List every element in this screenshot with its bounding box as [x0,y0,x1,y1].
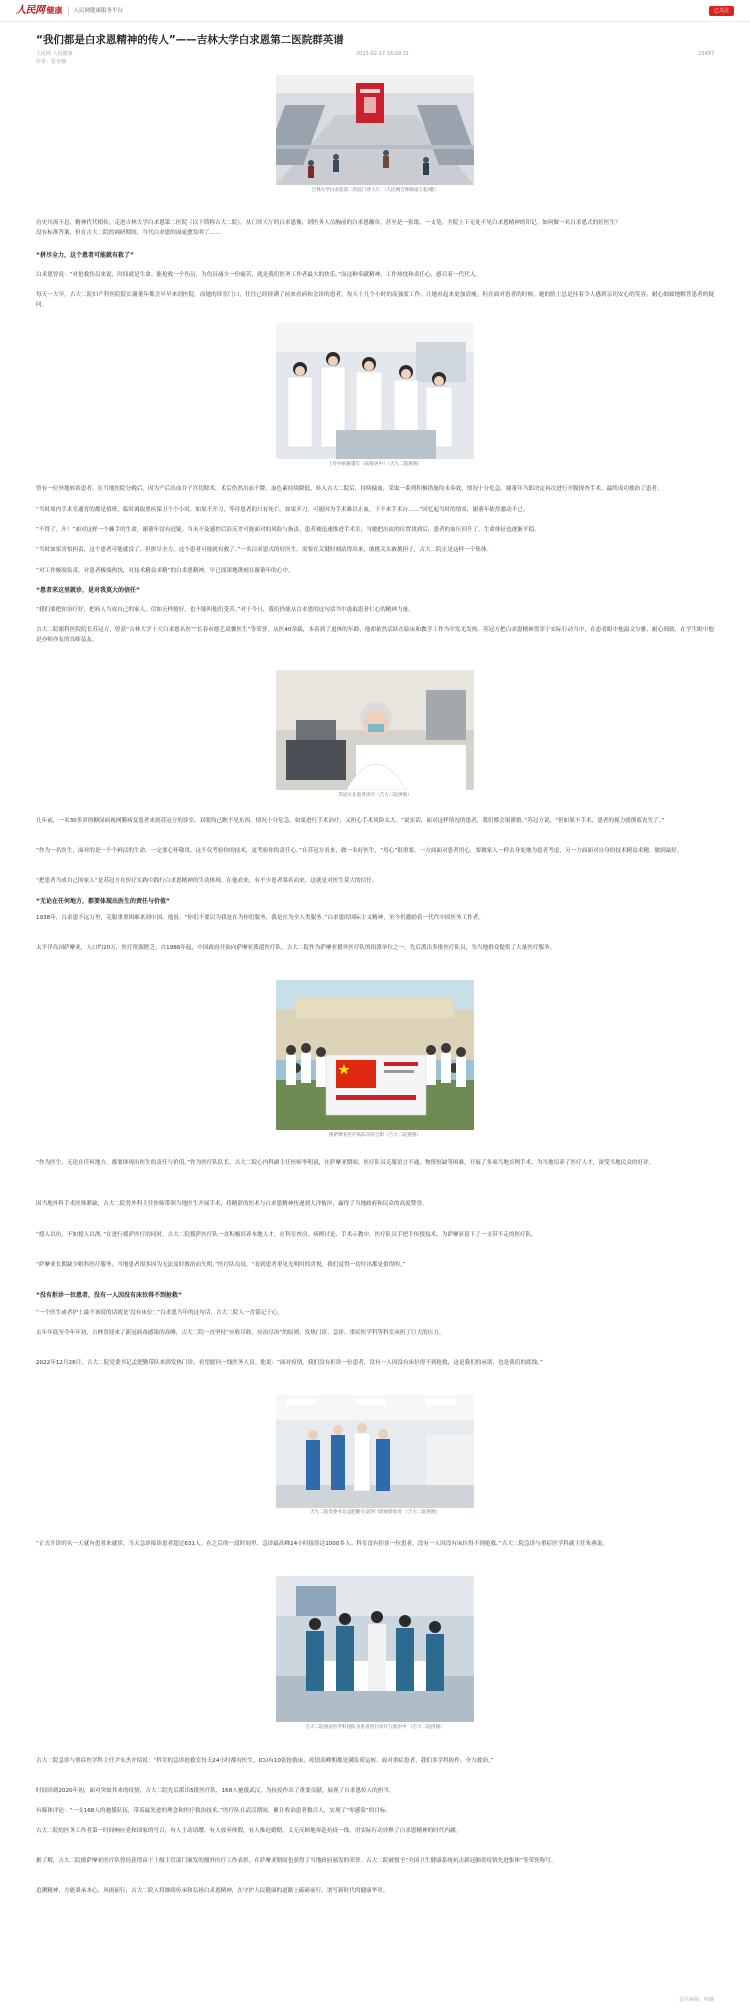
paragraph: 2022年12月26日，吉大二院党委书记孟肥勤带队来到发热门诊，看望慰问一线医务人员。他说：“面对疫情，我们没有拒诊一位患者，没有一人因没有床位得不到抢救，这是我们的承诺，也是我们的底线。” [36,1360,543,1366]
figure-caption: 吉林大学白求恩第二医院门诊大厅 （人民网吉林频道王松/摄） [311,188,439,193]
paragraph: “萨摩亚长期缺少眼科医疗服务，当地患者很多因为无法及时救治而失明。”医疗队员说，“看到患者重见光明时的喜悦，我们觉得一切付出都是值得的。” [36,1262,406,1268]
paragraph: “正式开诊的头一天就有患者来就诊，当天急诊接诊患者超过631人。在之后的一段时间里，急诊最高峰24小时接诊达1000多人。科室没有拒诊一位患者，没有一人因没有床位得不到抢救。”吉大二院急诊与重症医学科副主任朱燕说。 [36,1541,609,1547]
paragraph: 太平洋岛国萨摩亚，人口约20万，医疗资源匮乏。自1986年起，中国政府开始向萨摩亚派遣医疗队。吉大二院作为萨摩亚援外医疗队的组派单位之一，先后派出多批医疗队员，为当地群众提供了大量医疗服务。 [36,945,556,951]
paragraph: 有媒体评论：“一支168人的驰援队伍，带着最先进的理念和医疗救治技术。”医疗队在武汉期间，累计收治患者数百人，实现了“零感染”的目标。 [36,1808,392,1814]
section-heading: “患者来这里就诊，是对我莫大的信任” [36,587,140,594]
icu-team-image [276,1576,474,1722]
paragraph: 历史川流不息，精神代代相传。走进吉林大学白求恩第二医院（以下简称吉大二院），从门诊大厅的白求恩像，到医务人员胸前的白求恩徽章，甚至是一张纸、一支笔，全院上下无处不见白求恩精神的印记。如何做一名白求恩式的好医生？ [36,220,621,226]
paragraph: 白求恩曾说：“对抢救伤员来说，时间就是生命。能抢救一个伤员，为伤员减少一份痛苦，就是我们医务工作者最大的快乐。”而这种奉献精神，工作热忱和责任心，感召着一代代人。 [36,272,481,278]
paragraph: “一个医生或者护士最不该说的话就是‘没有床位’。”白求恩当年的这句话，吉大二院人一直铭记于心。 [36,1310,284,1316]
paragraph: “作为医生，无论在任何地方，都要体现出医生的责任与价值。”作为医疗队队长，吉大二院心内科副主任医师李明说，在萨摩亚期间，医疗队员克服语言不通、物资短缺等困难，开展了多项当地首例手术，为当地培养了医疗人才，深受当地民众的好评。 [36,1160,655,1166]
logo-health: 健康 [46,5,63,15]
paragraph: “当时如果害怕担责，这个患者可能就没了。但拼尽全力，这个患者可能就有救了。”一名白求恩式的好医生，需要在关键时刻站得出来，敢挑关头敢挑担子，吉大二院正是这样一个集体。 [36,547,493,553]
article-source[interactable]: 人民网 人民健康 [36,51,73,57]
article-views: 23497 [698,51,714,57]
paragraph: 吉大二院急诊与重症医学科主任尹永杰介绍说：“科室的急诊抢救室每天24小时都有医生，ICU有10张抢救床，疫情高峰期都是满负荷运转。面对重症患者，我们多学科协作，全力救治。” [36,1758,494,1764]
figure-caption: 援萨摩亚医疗队队员的合影（吉大二院供图） [329,1133,421,1138]
paragraph: 没有标准答案，但在吉大二院的调研期间，当代白求恩的面庞愈发明了…… [36,230,221,236]
samoa-team-image [276,980,474,1130]
paragraph: 吉大二院眼科医院院长苏冠方，曾获“吉林大学十大白求恩名医”“长春市德艺双馨医生”等荣誉，从医40余载，本着到了退休的年龄，他却依然活跃在临床和教学工作当中发光发热。苏冠方把白求恩精神贯穿于实际行动当中，在患者眼中他温文尔雅，耐心细致，在学生眼中他是亦师亦友的良师益友。 [36,627,714,644]
paragraph: “当时周内手术室通宵的都是值班，临时调取重疾保卫个个小时，如果不开刀，等待患者的只有死亡。如果开刀，可能因为手术难以止血，下不来手术台……”回忆起当时的情景，谢董年依然激动不已。 [36,507,529,513]
top-bar [0,0,750,22]
figure-caption: 吉大二院党委书记孟肥勤在发热门诊观察患者 （吉大二院供图） [309,1510,441,1515]
paragraph: “授人以鱼，不如授人以渔。”在进行援萨医疗的同时，吉大二院援萨医疗队一直积极培养本地人才。在科室查房、病例讨论、手术示教中，医疗队员手把手传授技术，为萨摩亚留下了一支带不走的医疗队。 [36,1232,537,1238]
site-logo[interactable] [16,5,123,17]
figure-hospital-lobby[interactable] [276,75,474,185]
paragraph: “作为一名医生，面对的是一个个鲜活的生命，一定要心怀敬畏。这不仅考验你的技术，更考验你的责任心。”在苏冠方看来，做一名好医生，“用心”很重要。一方面面对患者用心，要做家人一样去身处地为患者考虑，另一方面面对自身的技术精益求精，做到最好。 [36,848,683,854]
figure-eye-doctor[interactable] [276,670,474,790]
figure-caption: 苏冠方在患者诊疗（吉大二院供图） [338,793,412,798]
paragraph: 去年年底至今年年初，吉林省迎来了新冠病毒感染的高峰，吉大二院一直坚持“应收尽收、应治尽治”的原则，发热门诊、急诊、重症医学科等科室承担了巨大的压力。 [36,1330,445,1336]
figure-samoa-team[interactable] [276,980,474,1130]
paragraph: “把患者当成自己的家人”是苏冠方在医疗实践中践行白求恩精神的生动体现。在他看来，有不少患者慕名而来，这就是对医生莫大的信任。 [36,878,378,884]
figure-caption: 吉大二院重症医学科团队为患者进行诊疗与救治中 （吉大二院供图） [305,1725,445,1730]
paragraph: 据了解，吉大二院援萨摩亚医疗队曾经获得由于上级主管部门颁发的援外医疗工作表彰，在萨摩亚期间也获得了当地政府颁发的荣誉。吉大二院被授予“全国卫生健康系统抗击新冠肺炎疫情先进集体”等荣誉称号。 [36,1858,557,1864]
editor-note: 责任编辑：程曦 [678,1997,714,2003]
paragraph: 吉大二院的医务工作者第一时间响应党和国家的号召，有人主动请缨，有人放弃休假，有人推迟婚期，义无反顾地奔赴抗疫一线，用实际行动诠释了白求恩精神的时代内涵。 [36,1828,462,1834]
paragraph: 追溯精神，方能秉承本心。风雨前行，吉大二院人将继续传承和弘扬白求恩精神，在守护人民健康的道路上砥砺前行，谱写新时代的健康华章。 [36,1888,389,1894]
follow-button[interactable]: 已关注 [709,6,734,16]
section-heading: “无论在任何地方，都要体现出医生的责任与价值” [36,898,170,905]
doctors-team-image [276,322,474,459]
paragraph: 曾有一位外地转诊患者，在当地医院分娩后，因为产后出血并子宫切除术，术后仍然出血不降。血色素持续降低，转入吉大二院后，持续输血，采取一系列积极措施均未奏效，情况十分危急。谢董年当即决定再次进行开腹探查手术，最终成功救治了患者。 [36,486,663,492]
paragraph: 1938年，白求恩不远万里，克服重重困难来到中国。他说：“你们不要以为我是在为你们服务，我是在为全人类服务。”白求恩的国际主义精神，至今仍激励着一代代中国医务工作者。 [36,915,484,921]
figure-icu-team[interactable] [276,1576,474,1722]
fever-clinic-image [276,1395,474,1508]
article-author: 作者：张亚楠 [36,59,67,65]
logo-divider [68,7,69,16]
section-heading: “拼尽全力，这个患者可能就有救了” [36,252,134,259]
paragraph: “不得了，开！”面对这样一个棘手的生命，谢董年没有迟疑。当未不及感控后沿反差可能面对的风险与指责，患者被迅速推进手术室，当她把出血的位置找到后，患者的血压回升了，生命体征也逐渐平稳。 [36,527,540,533]
paragraph: 时间回到2020年初，面对突如其来的疫情，吉大二院先后派出5批医疗队，168人驰援武汉，为抗疫作出了重要贡献，展现了白求恩传人的担当。 [36,1788,395,1794]
figure-doctors-team[interactable] [276,322,474,459]
section-heading: “没有拒诊一位患者，没有一人因没有床位得不到抢救” [36,1292,182,1299]
paragraph: “我们要把你治疗好，把病人当成自己的家人，信如天样般好，也不能叫他们受苦。”对于今日，我们仍能从白求恩的这句话当中汲取患者仁心的精神力量。 [36,607,414,613]
eye-doctor-image [276,670,474,790]
article-date: 2023-02-17 16:09:31 [356,51,410,57]
figure-fever-clinic[interactable] [276,1395,474,1508]
paragraph: 因当地外科手术医师紧缺，吉大二院普外科主任医师带领当地医生开展手术，将精湛的医术与白求恩精神传递到大洋彼岸，赢得了当地政府和民众的高度赞誉。 [36,1201,428,1207]
paragraph: “对工作极端负责，对患者极端热忱，对技术精益求精”的白求恩精神，早已深深地镌刻在谢董年的心中。 [36,568,294,574]
logo-text: 人民网 [16,4,45,16]
logo-slogan: 人民网健康服务平台 [73,7,124,14]
article-title: “我们都是白求恩精神的传人”——吉林大学白求恩第二医院群英谱 [36,34,344,46]
paragraph: 几年前，一名30多岁的糖尿病视网膜病变患者来到苏冠方的诊室，双眼均已瞧不见东西，情况十分危急。如果进行手术治疗，又担心手术风险太大。“说实话，面对这样情况的患者，我们都会很谨慎。”苏冠方说，“但如果不手术，患者的视力就彻底丧失了。” [36,818,665,824]
hospital-lobby-image [276,75,474,185]
figure-caption: 工作中的谢董年（前排居中）（吉大二院供图） [327,462,423,467]
paragraph: 每天一大早，吉大二院妇产科医院院长谢董年都会早早来到医院。而她的诊室门口，往往已经挤满了前来看病和会诊的患者。每天十几个小时的高强度工作，让她看起来更加清瘦。但在面对患者的时候，她的脸上总是挂着令人感到亲切安心的笑容，耐心细致地解答患者的疑问。 [36,292,714,309]
